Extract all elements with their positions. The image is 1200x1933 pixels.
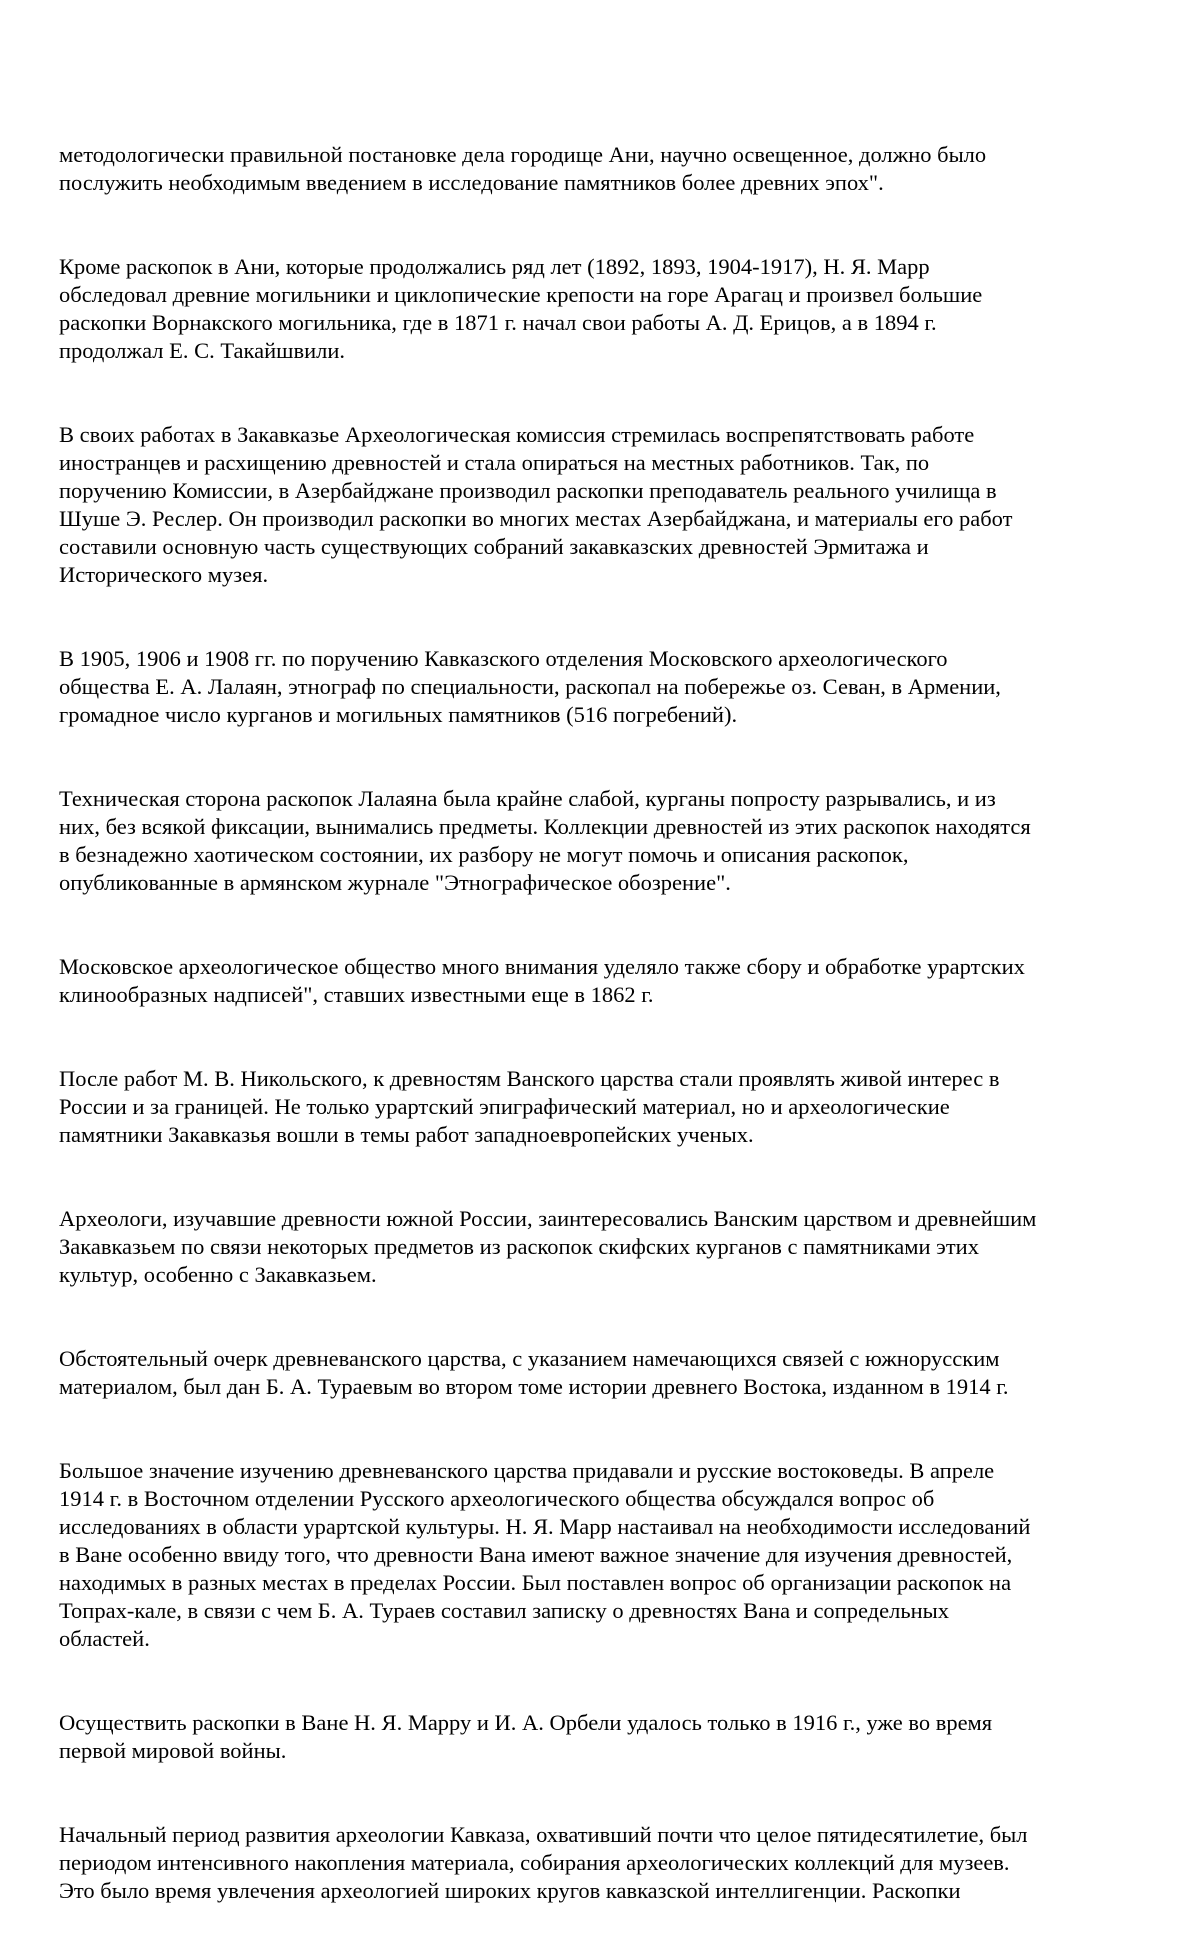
paragraph: Московское археологическое общество много внимания уделяло также сбору и обработке урартских клинообразных надписей", ставших известными еще в 1862 г. <box>59 954 1025 1007</box>
paragraph: Археологи, изучавшие древности южной России, заинтересовались Ванским царством и древнейшим Закавказьем по связи некоторых предметов из раскопок скифских курганов с памятниками этих культур, особенно с Закавказьем. <box>59 1206 1037 1287</box>
paragraph: Большое значение изучению древневанского царства придавали и русские востоковеды. В апреле 1914 г. в Восточном отделении Русского археологического общества обсуждался вопрос об исследованиях в области урартской культуры. Н. Я. Марр настаивал на необходимости исследований в Ване особенно ввиду того, что древности Вана имеют важное значение для изучения древностей, находимых в разных местах в пределах России. Был поставлен вопрос об организации раскопок на Топрах-кале, в связи с чем Б. А. Тураев составил записку о древностях Вана и сопредельных областей. <box>59 1458 1031 1651</box>
paragraph: В 1905, 1906 и 1908 гг. по поручению Кавказского отделения Московского археологического общества Е. А. Лалаян, этнограф по специальности, раскопал на побережье оз. Севан, в Армении, громадное число курганов и могильных памятников (516 погребений). <box>59 646 1001 727</box>
paragraph: Обстоятельный очерк древневанского царства, с указанием намечающихся связей с южнорусским материалом, был дан Б. А. Тураевым во втором томе истории древнего Востока, изданном в 1914 г. <box>59 1346 1009 1399</box>
paragraph: Осуществить раскопки в Ване Н. Я. Марру и И. А. Орбели удалось только в 1916 г., уже во время первой мировой войны. <box>59 1710 993 1763</box>
paragraph: Кроме раскопок в Ани, которые продолжались ряд лет (1892, 1893, 1904-1917), Н. Я. Марр обследовал древние могильники и циклопические крепости на горе Арагац и произвел большие раскопки Ворнакского могильника, где в 1871 г. начал свои работы А. Д. Ерицов, а в 1894 г. продолжал Е. С. Такайшвили. <box>59 254 983 363</box>
paragraph: В своих работах в Закавказье Археологическая комиссия стремилась воспрепятствовать работе иностранцев и расхищению древностей и стала опираться на местных работников. Так, по поручению Комиссии, в Азербайджане производил раскопки преподаватель реального училища в Шуше Э. Реслер. Он производил раскопки во многих местах Азербайджана, и материалы его работ составили основную часть существующих собраний закавказских древностей Эрмитажа и Исторического музея. <box>59 422 1013 587</box>
document-body <box>59 113 1149 1933</box>
paragraph: Техническая сторона раскопок Лалаяна была крайне слабой, курганы попросту разрывались, и из них, без всякой фиксации, вынимались предметы. Коллекции древностей из этих раскопок находятся в безнадежно хаотическом состоянии, их разбору не могут помочь и описания раскопок, опубликованные в армянском журнале "Этнографическое обозрение". <box>59 786 1031 895</box>
paragraph: методологически правильной постановке дела городище Ани, научно освещенное, должно было послужить необходимым введением в исследование памятников более древних эпох". <box>59 142 987 195</box>
paragraph: После работ М. В. Никольского, к древностям Ванского царства стали проявлять живой интерес в России и за границей. Не только урартский эпиграфический материал, но и археологические памятники Закавказья вошли в темы работ западноевропейских ученых. <box>59 1066 1000 1147</box>
paragraph: Начальный период развития археологии Кавказа, охвативший почти что целое пятидесятилетие, был периодом интенсивного накопления материала, собирания археологических коллекций для музеев. Это было время увлечения археологией широких кругов кавказской интеллигенции. Раскопки <box>59 1822 1028 1903</box>
